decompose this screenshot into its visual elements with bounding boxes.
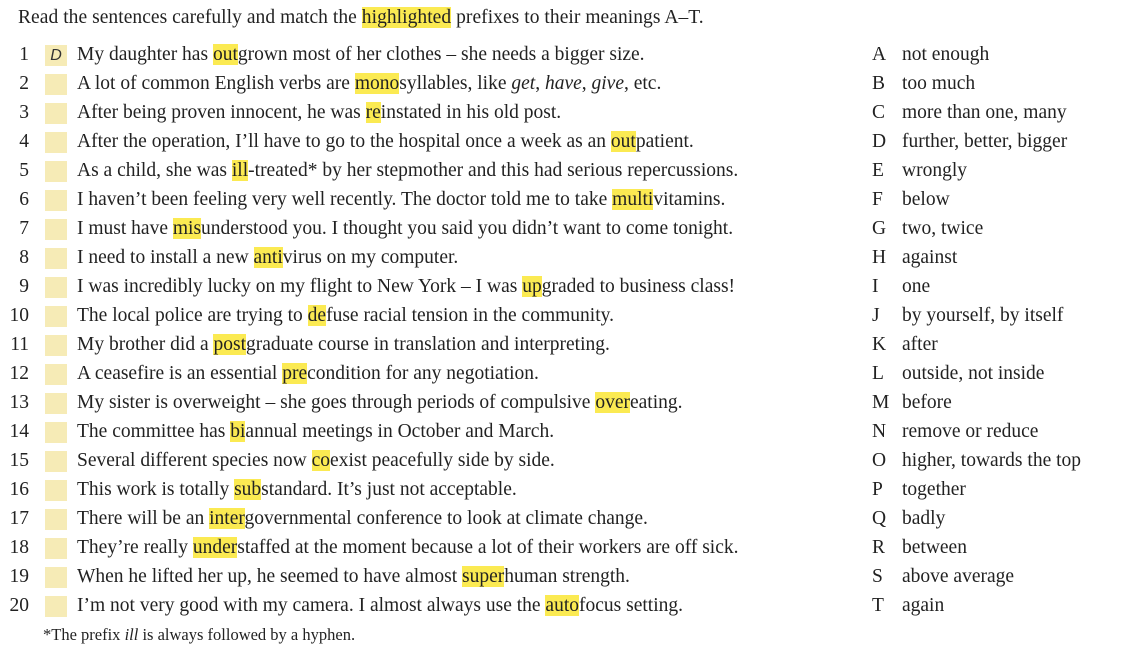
answer-box[interactable] <box>45 335 67 356</box>
sentence-text <box>77 359 539 388</box>
sentence-row <box>0 243 860 272</box>
sentence-row <box>0 156 860 185</box>
meaning-text: badly <box>902 508 946 529</box>
highlighted-prefix: bi <box>230 421 246 442</box>
answer-box[interactable] <box>45 364 67 385</box>
sentence-row <box>0 98 860 127</box>
sentence-number: 6 <box>19 189 29 210</box>
sentence-post: grown most of her clothes – she needs a bigger size. <box>237 44 645 65</box>
highlighted-prefix: multi <box>612 189 654 210</box>
meaning-letter: N <box>872 421 887 442</box>
sentence-text <box>77 98 561 127</box>
meaning-row <box>872 359 1137 388</box>
sentence-post: focus setting. <box>579 595 683 616</box>
sentence-post: staffed at the moment because a lot of their workers are off sick. <box>237 537 739 558</box>
answer-box[interactable]: D <box>45 45 67 66</box>
sentence-post: graded to business class! <box>541 276 736 297</box>
meaning-row <box>872 69 1137 98</box>
sentence-row <box>0 562 860 591</box>
answer-box[interactable] <box>45 451 67 472</box>
answer-box[interactable] <box>45 277 67 298</box>
meaning-row <box>872 272 1137 301</box>
sentence-number: 11 <box>10 334 29 355</box>
answer-box[interactable] <box>45 161 67 182</box>
sentence-pre: My daughter has <box>77 44 213 65</box>
sentence-pre: There will be an <box>77 508 210 529</box>
sentence-post: understood you. I thought you said you didn’t want to come tonight. <box>201 218 734 239</box>
sentence-post: exist peacefully side by side. <box>330 450 555 471</box>
meaning-row <box>872 98 1137 127</box>
sentence-number: 3 <box>19 102 29 123</box>
sentence-row <box>0 359 860 388</box>
sentence-row <box>0 591 860 620</box>
meaning-text: outside, not inside <box>902 363 1045 384</box>
meaning-letter: M <box>872 392 890 413</box>
highlighted-prefix: post <box>213 334 246 355</box>
sentence-number: 9 <box>19 276 29 297</box>
meaning-text: between <box>902 537 967 558</box>
sentence-text <box>77 156 738 185</box>
highlighted-prefix: super <box>462 566 505 587</box>
highlighted-prefix: pre <box>282 363 308 384</box>
meaning-text: too much <box>902 73 976 94</box>
meaning-text: by yourself, by itself <box>902 305 1064 326</box>
sentence-number: 2 <box>19 73 29 94</box>
answer-box[interactable] <box>45 596 67 617</box>
meaning-letter: G <box>872 218 887 239</box>
sentence-number: 14 <box>9 421 29 442</box>
highlighted-prefix: over <box>595 392 630 413</box>
answer-box[interactable] <box>45 132 67 153</box>
sentence-pre: The local police are trying to <box>77 305 308 326</box>
sentence-post: graduate course in translation and interpreting. <box>246 334 610 355</box>
meaning-row <box>872 301 1137 330</box>
sentence-number: 17 <box>9 508 29 529</box>
sentence-pre: I haven’t been feeling very well recently. The doctor told me to take <box>77 189 613 210</box>
sentence-text <box>77 591 683 620</box>
sentence-text <box>77 185 725 214</box>
sentence-row <box>0 185 860 214</box>
sentence-number: 7 <box>19 218 29 239</box>
footnote-lead: *The prefix <box>43 625 125 644</box>
answer-box[interactable] <box>45 480 67 501</box>
sentence-text <box>77 417 554 446</box>
sentence-number: 20 <box>9 595 29 616</box>
answer-box[interactable] <box>45 74 67 95</box>
sentence-number: 19 <box>9 566 29 587</box>
footnote <box>43 625 355 645</box>
sentence-text <box>77 446 555 475</box>
sentence-row <box>0 127 860 156</box>
sentence-post: governmental conference to look at climate change. <box>244 508 648 529</box>
highlighted-prefix: out <box>212 44 238 65</box>
sentence-row <box>0 533 860 562</box>
highlighted-prefix: out <box>610 131 636 152</box>
meaning-letter: Q <box>872 508 887 529</box>
highlighted-prefix: mis <box>172 218 202 239</box>
sentence-post: fuse racial tension in the community. <box>326 305 614 326</box>
meaning-letter: B <box>872 73 886 94</box>
meaning-letter: R <box>872 537 886 558</box>
answer-box[interactable] <box>45 538 67 559</box>
sentence-post: annual meetings in October and March. <box>245 421 555 442</box>
sentence-post: virus on my computer. <box>282 247 459 268</box>
meaning-row <box>872 591 1137 620</box>
sentence-row <box>0 272 860 301</box>
meaning-row <box>872 330 1137 359</box>
meaning-row <box>872 388 1137 417</box>
meaning-letter: L <box>872 363 884 384</box>
sentence-post: eating. <box>629 392 683 413</box>
highlighted-prefix: de <box>307 305 327 326</box>
sentence-pre: A lot of common English verbs are <box>77 73 355 94</box>
sentence-pre: This work is totally <box>77 479 235 500</box>
sentence-pre: My brother did a <box>77 334 214 355</box>
meaning-row <box>872 417 1137 446</box>
sentence-text <box>77 330 610 359</box>
sentence-text <box>77 533 739 562</box>
sentence-number: 5 <box>19 160 29 181</box>
meaning-text: remove or reduce <box>902 421 1039 442</box>
highlighted-prefix: re <box>365 102 381 123</box>
answer-box[interactable] <box>45 422 67 443</box>
sentence-pre: When he lifted her up, he seemed to have almost <box>77 566 462 587</box>
meaning-text: again <box>902 595 945 616</box>
meaning-text: two, twice <box>902 218 984 239</box>
sentence-number: 8 <box>19 247 29 268</box>
sentence-text <box>77 40 645 69</box>
sentence-row <box>0 388 860 417</box>
answer-box[interactable] <box>45 306 67 327</box>
meaning-text: more than one, many <box>902 102 1067 123</box>
sentence-post: syllables, like get, have, give, etc. <box>399 73 662 94</box>
meaning-text: not enough <box>902 44 990 65</box>
meaning-row <box>872 40 1137 69</box>
meaning-row <box>872 475 1137 504</box>
meaning-text: against <box>902 247 958 268</box>
sentence-pre: I was incredibly lucky on my flight to New York – I was <box>77 276 523 297</box>
sentence-pre: My sister is overweight – she goes through periods of compulsive <box>77 392 596 413</box>
sentence-pre: They’re really <box>77 537 193 558</box>
highlighted-prefix: co <box>311 450 331 471</box>
meaning-letter: J <box>872 305 880 326</box>
meaning-row <box>872 562 1137 591</box>
highlighted-prefix: inter <box>209 508 245 529</box>
meaning-row <box>872 446 1137 475</box>
sentence-post: condition for any negotiation. <box>307 363 539 384</box>
sentence-number: 1 <box>19 44 29 65</box>
highlighted-prefix: anti <box>253 247 283 268</box>
meaning-row <box>872 156 1137 185</box>
sentence-text <box>77 69 661 98</box>
sentence-text <box>77 562 630 591</box>
sentence-post: standard. It’s just not acceptable. <box>261 479 517 500</box>
sentence-row <box>0 301 860 330</box>
instruction-tail: prefixes to their meanings A–T. <box>451 7 704 28</box>
meaning-text: above average <box>902 566 1015 587</box>
highlighted-prefix: up <box>522 276 542 297</box>
sentence-row <box>0 417 860 446</box>
meaning-letter: F <box>872 189 883 210</box>
sentence-post: vitamins. <box>653 189 726 210</box>
highlighted-prefix: ill <box>231 160 249 181</box>
sentence-text <box>77 475 517 504</box>
meaning-row <box>872 127 1137 156</box>
example-verb: have <box>544 73 582 94</box>
sentence-row <box>0 330 860 359</box>
sentence-row <box>0 446 860 475</box>
meaning-text: one <box>902 276 931 297</box>
sentence-post: -treated* by her stepmother and this had serious repercussions. <box>248 160 739 181</box>
answer-box[interactable] <box>45 219 67 240</box>
meaning-row <box>872 214 1137 243</box>
meaning-letter: A <box>872 44 887 65</box>
sentence-pre: I’m not very good with my camera. I almost always use the <box>77 595 546 616</box>
meaning-letter: C <box>872 102 886 123</box>
meaning-letter: O <box>872 450 887 471</box>
meaning-letter: K <box>872 334 887 355</box>
meaning-letter: D <box>872 131 887 152</box>
meaning-text: after <box>902 334 938 355</box>
footnote-tail: is always followed by a hyphen. <box>138 625 356 644</box>
meaning-letter: H <box>872 247 887 268</box>
instruction-lead: Read the sentences carefully and match the <box>18 7 362 28</box>
meaning-row <box>872 533 1137 562</box>
meaning-text: below <box>902 189 950 210</box>
footnote-italic: ill <box>124 625 139 644</box>
sentence-pre: After the operation, I’ll have to go to the hospital once a week as an <box>77 131 611 152</box>
highlighted-prefix: sub <box>234 479 262 500</box>
sentence-post: patient. <box>635 131 694 152</box>
sentence-pre: After being proven innocent, he was <box>77 102 366 123</box>
meaning-text: wrongly <box>902 160 967 181</box>
sentence-text <box>77 301 614 330</box>
sentence-pre: As a child, she was <box>77 160 232 181</box>
answer-box[interactable] <box>45 103 67 124</box>
sentence-row <box>0 504 860 533</box>
highlighted-prefix: under <box>192 537 238 558</box>
meaning-text: higher, towards the top <box>902 450 1082 471</box>
example-verb: give <box>591 73 624 94</box>
instruction-text <box>18 7 704 29</box>
sentence-number: 13 <box>9 392 29 413</box>
answer-box[interactable] <box>45 248 67 269</box>
answer-box[interactable] <box>45 509 67 530</box>
answer-box[interactable] <box>45 567 67 588</box>
meaning-letter: E <box>872 160 884 181</box>
sentence-number: 4 <box>19 131 29 152</box>
sentence-pre: A ceasefire is an essential <box>77 363 283 384</box>
instruction-highlight: highlighted <box>361 7 452 28</box>
sentence-pre: I must have <box>77 218 173 239</box>
sentence-text <box>77 504 648 533</box>
sentence-text <box>77 388 683 417</box>
sentence-post: instated in his old post. <box>380 102 562 123</box>
sentence-row <box>0 40 860 69</box>
sentence-number: 16 <box>9 479 29 500</box>
sentence-text <box>77 272 735 301</box>
highlighted-prefix: auto <box>545 595 579 616</box>
meaning-row <box>872 243 1137 272</box>
sentence-row <box>0 69 860 98</box>
sentence-number: 10 <box>9 305 29 326</box>
meaning-text: before <box>902 392 952 413</box>
meaning-letter: S <box>872 566 883 587</box>
highlighted-prefix: mono <box>354 73 400 94</box>
sentence-number: 12 <box>9 363 29 384</box>
sentence-row <box>0 214 860 243</box>
sentence-number: 15 <box>9 450 29 471</box>
sentence-pre: I need to install a new <box>77 247 254 268</box>
sentence-pre: The committee has <box>77 421 231 442</box>
answer-box[interactable] <box>45 393 67 414</box>
meaning-row <box>872 185 1137 214</box>
meaning-letter: P <box>872 479 883 500</box>
answer-box[interactable] <box>45 190 67 211</box>
sentence-post: human strength. <box>504 566 630 587</box>
sentence-row <box>0 475 860 504</box>
meaning-letter: I <box>872 276 879 297</box>
sentence-text <box>77 127 694 156</box>
sentence-number: 18 <box>9 537 29 558</box>
meaning-text: together <box>902 479 966 500</box>
sentence-text <box>77 243 458 272</box>
meaning-row <box>872 504 1137 533</box>
meaning-letter: T <box>872 595 884 616</box>
meaning-text: further, better, bigger <box>902 131 1068 152</box>
sentence-pre: Several different species now <box>77 450 312 471</box>
sentence-text <box>77 214 733 243</box>
example-verb: get <box>511 73 536 94</box>
